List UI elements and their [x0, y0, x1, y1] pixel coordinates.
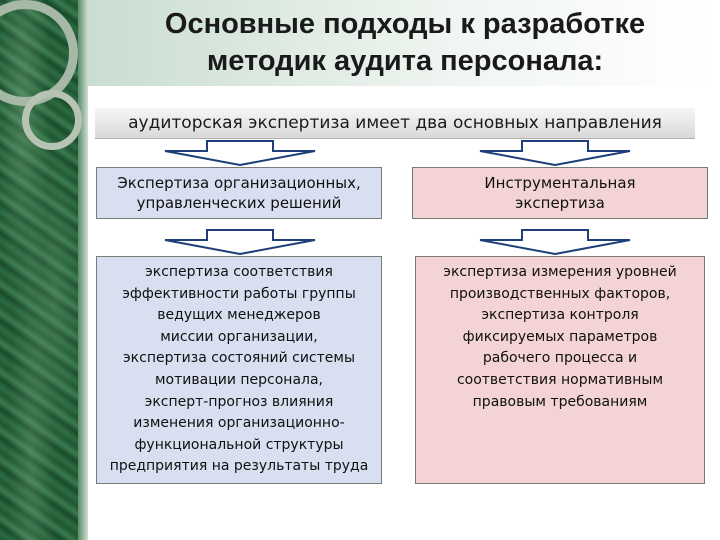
down-arrow-icon [163, 140, 317, 166]
decorative-strip-edge [78, 0, 88, 540]
detail-line: функциональной структуры [134, 436, 344, 453]
down-arrow-icon [163, 229, 317, 255]
detail-line: изменения организационно- [133, 415, 345, 432]
detail-line: производственных факторов, [449, 285, 671, 302]
direction-details-instrumental [415, 256, 705, 484]
detail-line: правовым требованиям [472, 393, 648, 410]
directions-banner: аудиторская экспертиза имеет два основных направления [95, 108, 695, 139]
detail-line: экспертиза состояний системы [123, 350, 355, 367]
detail-line: экспертиза измерения уровней [443, 264, 677, 280]
down-arrow-icon [478, 140, 632, 166]
detail-line: ведущих менеджеров [157, 307, 321, 324]
heading-line: Инструментальная [484, 174, 636, 192]
down-arrow-icon [478, 229, 632, 255]
direction-heading-organizational [96, 167, 382, 219]
heading-line: управленческих решений [136, 194, 342, 212]
detail-line: предприятия на результаты труда [109, 458, 369, 475]
detail-line: эффективности работы группы [122, 285, 356, 302]
heading-line: экспертиза [515, 194, 605, 212]
decorative-ring-small-icon [22, 90, 82, 150]
slide-title-line-2: методик аудита персонала: [206, 45, 604, 77]
slide-title [110, 6, 700, 80]
detail-line: соответствия нормативным [456, 371, 664, 388]
detail-line: эксперт-прогноз влияния [144, 393, 334, 410]
detail-line: рабочего процесса и [482, 350, 638, 367]
direction-details-organizational [96, 256, 382, 484]
detail-line: экспертиза соответствия [145, 264, 333, 280]
slide-title-line-1: Основные подходы к разработке [164, 8, 646, 40]
direction-heading-instrumental [412, 167, 708, 219]
detail-line: экспертиза контроля [481, 307, 639, 324]
heading-line: Экспертиза организационных, [117, 174, 361, 192]
detail-line: мотивации персонала, [154, 371, 323, 388]
detail-line: фиксируемых параметров [462, 328, 658, 345]
detail-line: миссии организации, [160, 328, 318, 345]
